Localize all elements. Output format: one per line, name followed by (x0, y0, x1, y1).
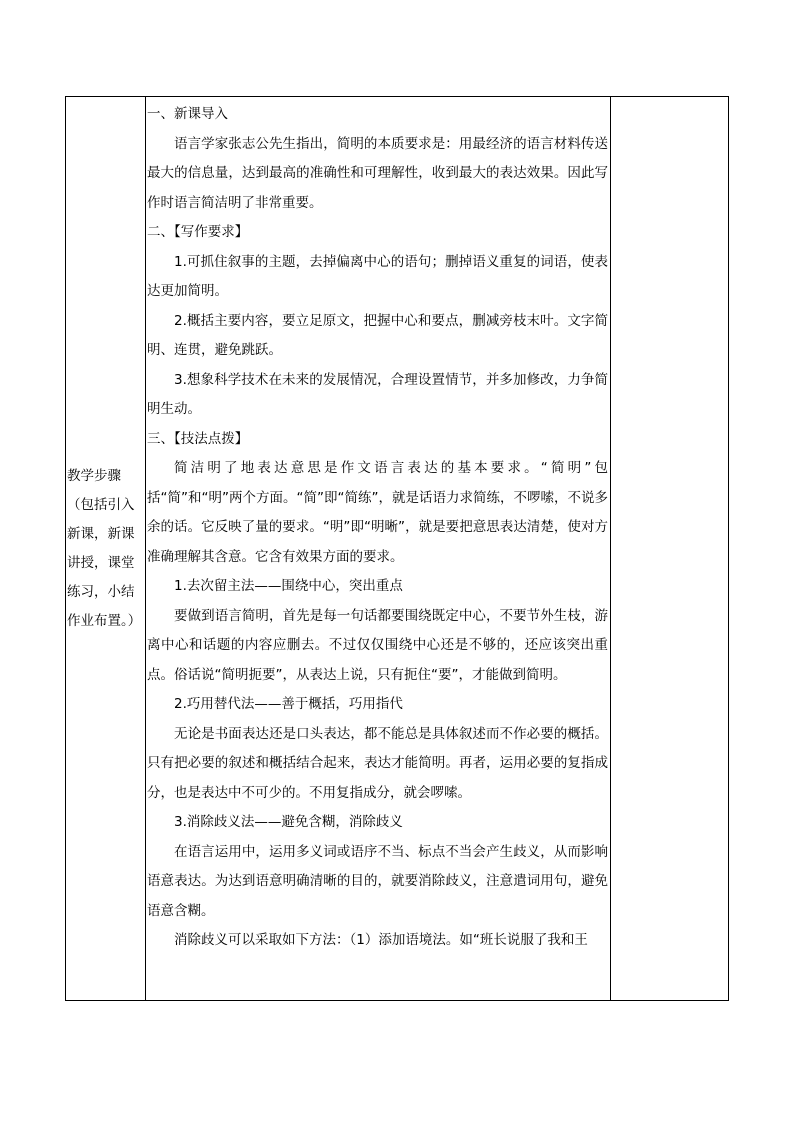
requirement-item-2: 2.概括主要内容，要立足原文，把握中心和要点，删减旁枝末叶。文字简明、连贯，避免跳跃。 (147, 312, 608, 358)
content-cell (146, 97, 611, 1001)
paragraph-intro: 语言学家张志公先生指出，简明的本质要求是：用最经济的语言材料传送最大的信息量，达到最高的准确性和可理解性，收到最大的表达效果。因此写作时语言简洁明了非常重要。 (147, 135, 608, 211)
section-heading-intro: 一、新课导入 (147, 106, 228, 122)
method-heading-3: 3.消除歧义法——避免含糊，消除歧义 (174, 814, 403, 830)
paragraph-disambiguation: 消除歧义可以采取如下方法：（1）添加语境法。如“班长说服了我和王 (174, 932, 588, 948)
method-heading-1: 1.去次留主法——围绕中心，突出重点 (174, 578, 403, 594)
paragraph-method-3: 在语言运用中，运用多义词或语序不当、标点不当会产生歧义，从而影响语意表达。为达到语意明确清晰的目的，就要消除歧义，注意遣词用句，避免语意含糊。 (147, 843, 608, 919)
paragraph-techniques: 简洁明了地表达意思是作文语言表达的基本要求。“简明”包括“简”和“明”两个方面。“简”即“简练”，就是话语力求简练，不啰嗦，不说多余的话。它反映了量的要求。“明”即“明晰”，就是要把意思表达清楚，使对方准确理解其含意。它含有效果方面的要求。 (147, 460, 608, 565)
lesson-content (146, 97, 610, 1000)
row-label-cell (66, 97, 146, 1001)
paragraph-method-1: 要做到语言简明，首先是每一句话都要围绕既定中心，不要节外生枝，游离中心和话题的内容应删去。不过仅仅围绕中心还是不够的，还应该突出重点。俗话说“简明扼要”，从表达上说，只有扼住“要”，才能做到简明。 (147, 607, 608, 683)
notes-cell (611, 97, 729, 1001)
teaching-steps-row (66, 97, 729, 1001)
row-label: 教学步骤（包括引入新课，新课讲授，课堂练习，小结作业布置。） (67, 467, 142, 629)
requirement-item-1: 1.可抓住叙事的主题，去掉偏离中心的语句；删掉语义重复的词语，使表达更加简明。 (147, 253, 608, 299)
method-heading-2: 2.巧用替代法——善于概括，巧用指代 (174, 696, 403, 712)
requirement-item-3: 3.想象科学技术在未来的发展情况，合理设置情节，并多加修改，力争简明生动。 (147, 371, 608, 417)
paragraph-method-2: 无论是书面表达还是口头表达，都不能总是具体叙述而不作必要的概括。只有把必要的叙述和概括结合起来，表达才能简明。再者，运用必要的复指成分，也是表达中不可少的。不用复指成分，就会啰嗦。 (147, 725, 608, 801)
lesson-plan-table (65, 96, 729, 1001)
section-heading-requirements: 二、【写作要求】 (147, 224, 249, 240)
section-heading-techniques: 三、【技法点拨】 (147, 430, 249, 447)
